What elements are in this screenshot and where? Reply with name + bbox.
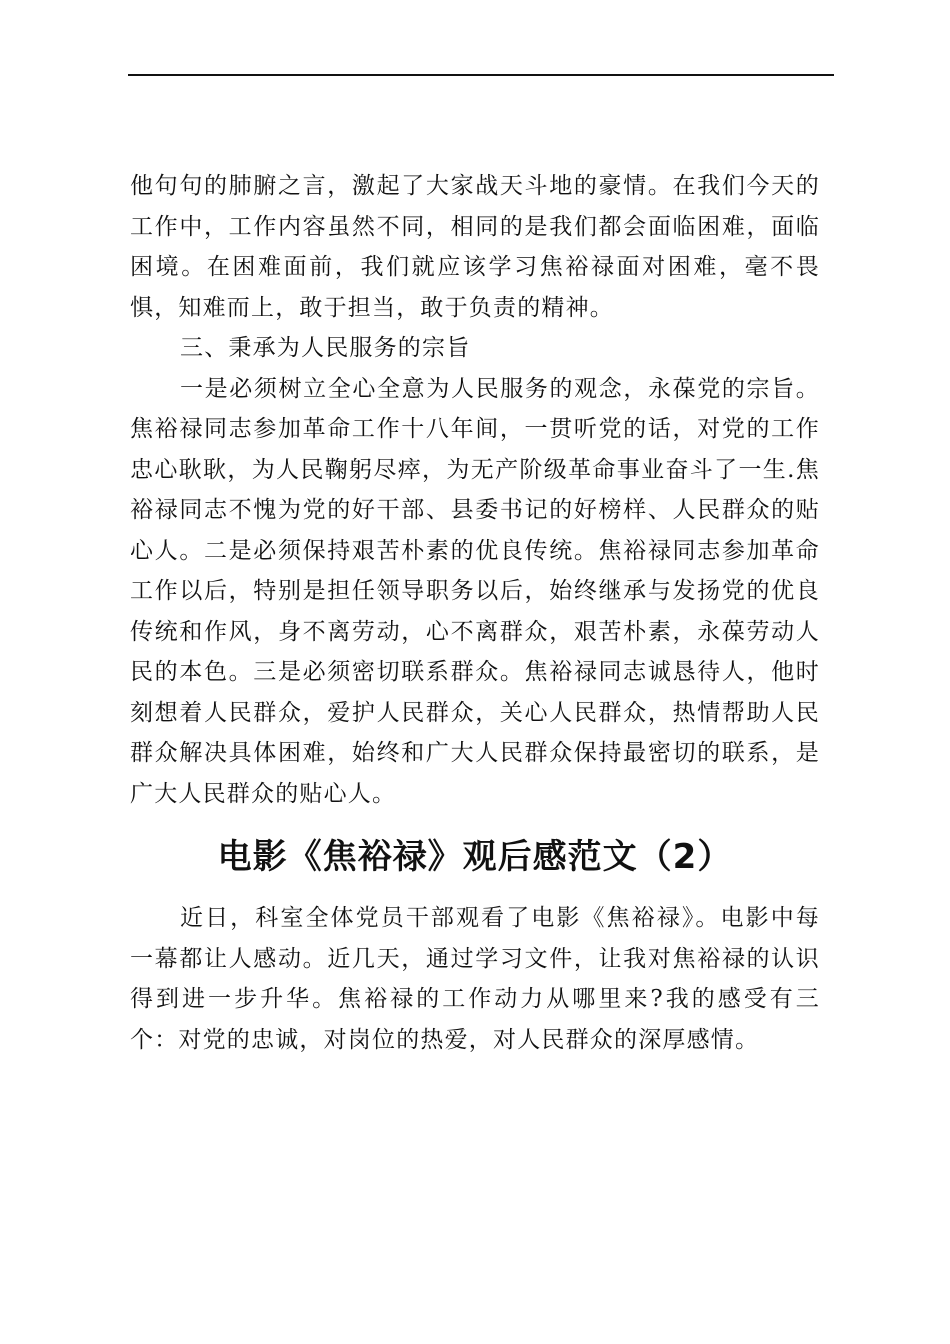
article-title: 电影《焦裕禄》观后感范文（2） <box>217 837 733 877</box>
article-intro-paragraph: 近日，科室全体党员干部观看了电影《焦裕禄》。电影中每一幕都让人感动。近几天，通过学习文件，让我对焦裕禄的认识得到进一步升华。焦裕禄的工作动力从哪里来?我的感受有三个：对党的忠诚，对岗位的热爱，对人民群众的深厚感情。 <box>130 905 820 1053</box>
header-rule <box>128 74 834 76</box>
section-paragraph: 一是必须树立全心全意为人民服务的观念，永葆党的宗旨。焦裕禄同志参加革命工作十八年间，一贯听党的话，对党的工作忠心耿耿，为人民鞠躬尽瘁，为无产阶级革命事业奋斗了一生.焦裕禄同志不愧为党的好干部、县委书记的好榜样、人民群众的贴心人。二是必须保持艰苦朴素的优良传统。焦裕禄同志参加革命工作以后，特别是担任领导职务以后，始终继承与发扬党的优良传统和作风，身不离劳动，心不离群众，艰苦朴素，永葆劳动人民的本色。三是必须密切联系群众。焦裕禄同志诚恳待人，他时刻想着人民群众，爱护人民群众，关心人民群众，热情帮助人民群众解决具体困难，始终和广大人民群众保持最密切的联系，是广大人民群众的贴心人。 <box>130 375 820 807</box>
section-heading: 三、秉承为人民服务的宗旨 <box>180 335 471 361</box>
document-body <box>130 166 820 1060</box>
continuation-paragraph: 他句句的肺腑之言，激起了大家战天斗地的豪情。在我们今天的工作中，工作内容虽然不同，相同的是我们都会面临困难，面临困境。在困难面前，我们就应该学习焦裕禄面对困难，毫不畏惧，知难而上，敢于担当，敢于负责的精神。 <box>130 173 820 321</box>
